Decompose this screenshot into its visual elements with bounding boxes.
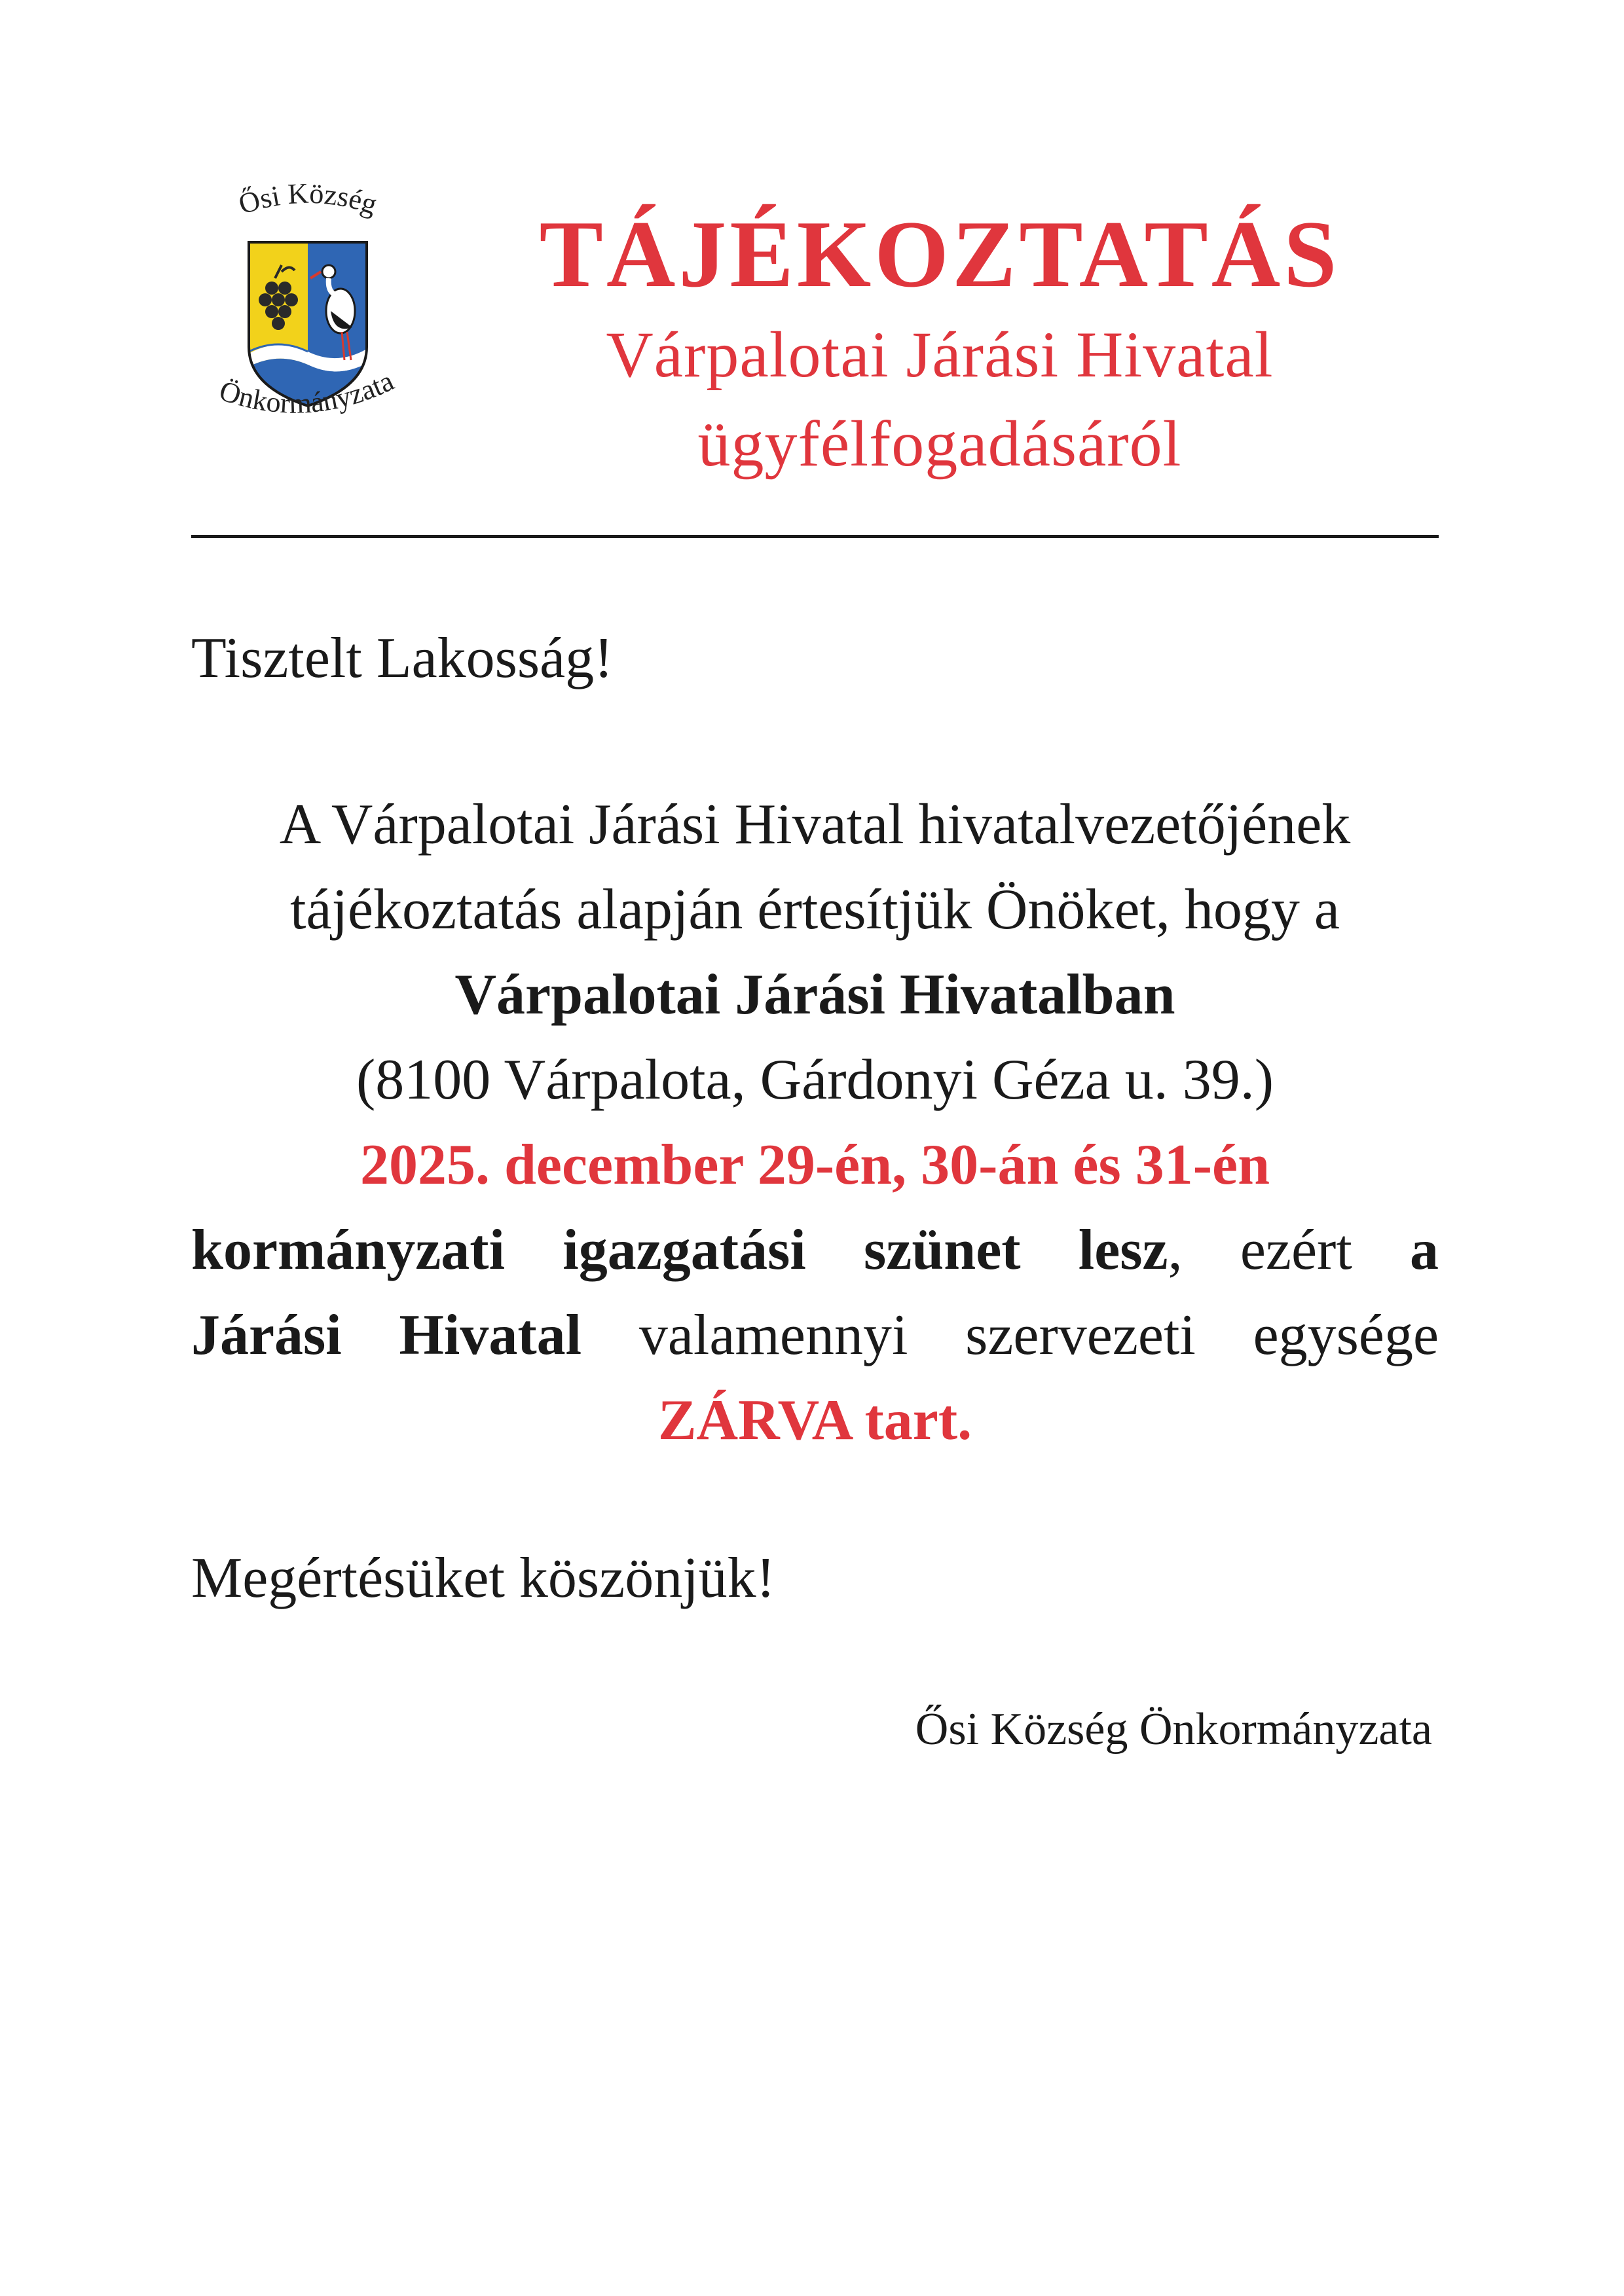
body-line-1: A Várpalotai Járási Hivatal hivatalvezetőjének xyxy=(279,793,1351,856)
body-line-7 xyxy=(191,1293,1439,1378)
body-line-2: tájékoztatás alapján értesítjük Önöket, hogy a xyxy=(290,878,1340,941)
office-name: Várpalotai Járási Hivatalban xyxy=(454,963,1175,1027)
body-line-6-text: , ezért xyxy=(1168,1218,1410,1282)
closure-dates: 2025. december 29-én, 30-án és 31-én xyxy=(360,1133,1270,1197)
notice-subtitle-line1: Várpalotai Járási Hivatal xyxy=(606,318,1274,391)
body-line-6-article: a xyxy=(1410,1218,1439,1282)
closure-reason: kormányzati igazgatási szünet lesz xyxy=(191,1218,1168,1282)
crest-icon xyxy=(190,180,426,442)
office-address: (8100 Várpalota, Gárdonyi Géza u. 39.) xyxy=(356,1048,1274,1112)
notice-subtitle-line2: ügyfélfogadásáról xyxy=(697,407,1182,480)
signature: Ősi Község Önkormányzata xyxy=(915,1704,1432,1755)
greeting: Tisztelt Lakosság! xyxy=(191,627,614,690)
municipality-crest-logo xyxy=(190,180,426,442)
closed-notice: ZÁRVA tart. xyxy=(657,1389,972,1452)
office-short-name: Járási Hivatal xyxy=(191,1303,582,1367)
body-line-6 xyxy=(191,1208,1439,1293)
crest-arc-bottom-text: Önkormányzata xyxy=(215,364,399,420)
body-line-7-text: valamennyi szervezeti egysége xyxy=(581,1303,1439,1367)
header-divider xyxy=(191,535,1439,538)
notice-body xyxy=(191,782,1439,1463)
crest-arc-top-text: Ősi Község xyxy=(234,180,381,221)
notice-title: TÁJÉKOZTATÁS xyxy=(539,201,1340,307)
closing-line: Megértésüket köszönjük! xyxy=(191,1546,775,1610)
